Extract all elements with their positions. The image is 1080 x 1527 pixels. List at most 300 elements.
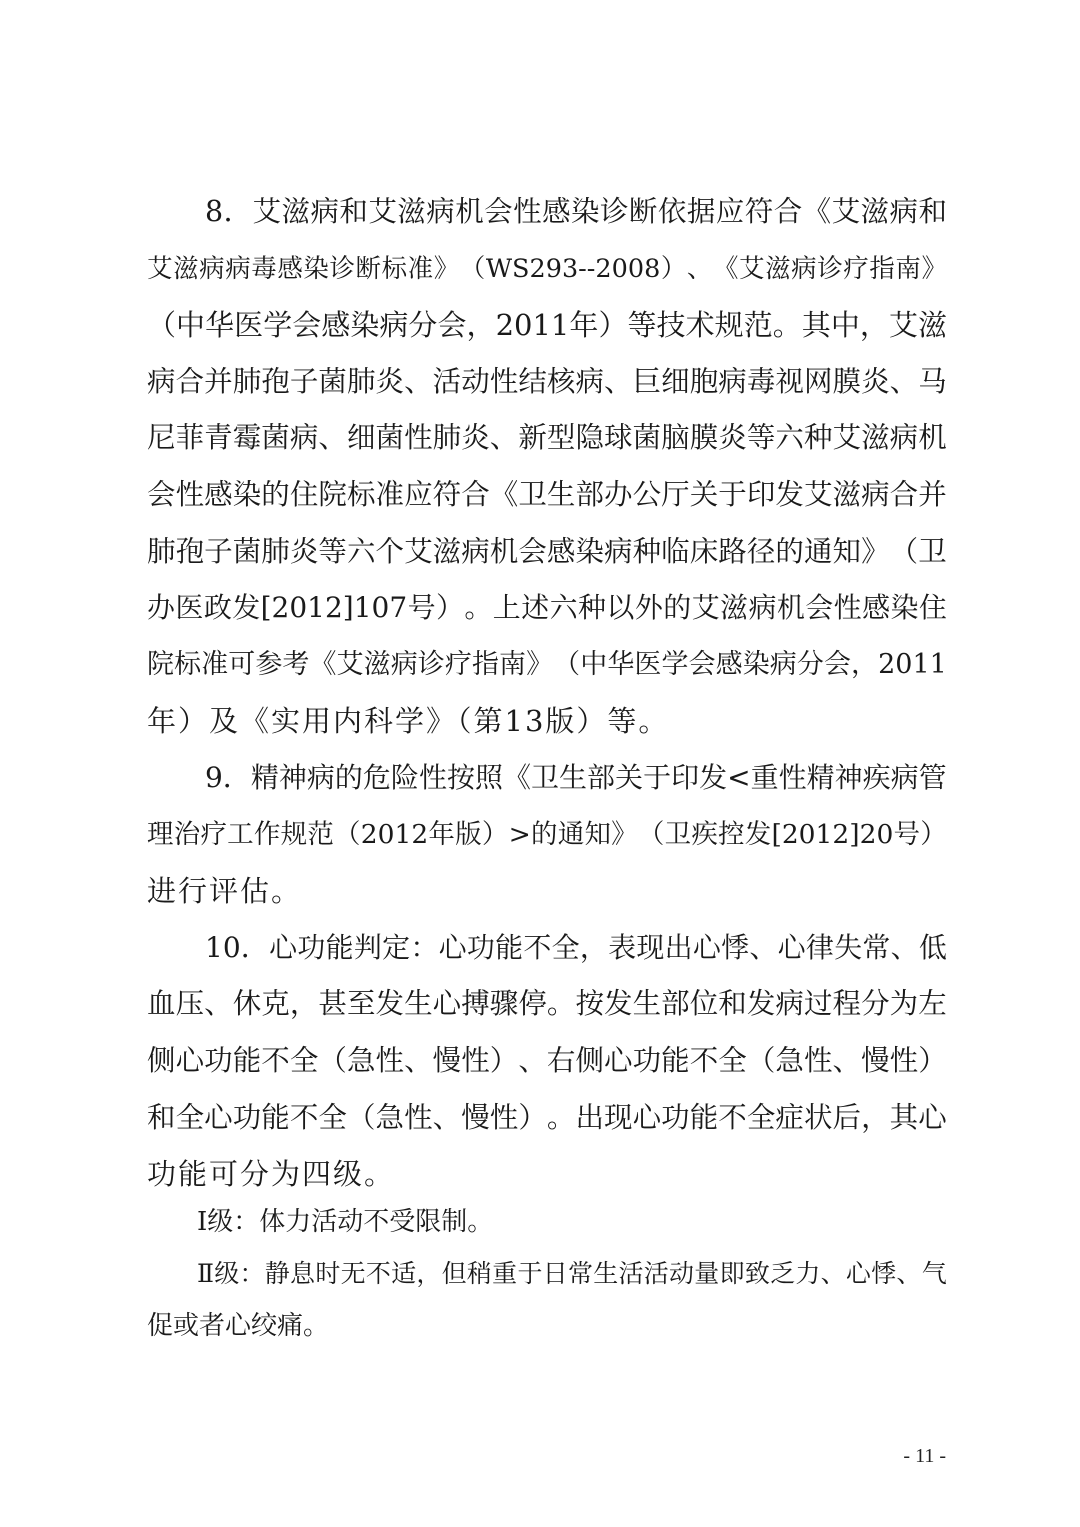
glyph: 心: [204, 1100, 233, 1134]
glyph: 机: [918, 421, 947, 455]
glyph: 孢: [261, 364, 290, 398]
glyph: 诊: [599, 195, 629, 228]
glyph: 、: [318, 421, 347, 455]
glyph: 、: [204, 987, 233, 1021]
glyph: 精: [250, 760, 279, 794]
glyph: 神: [834, 760, 863, 794]
glyph: 肺: [346, 364, 376, 398]
glyph: 指: [869, 253, 895, 284]
glyph: 功: [632, 1043, 662, 1077]
glyph: 心: [269, 930, 298, 964]
glyph: 无: [340, 1259, 366, 1288]
glyph: 、: [820, 1259, 846, 1288]
glyph: 疾: [691, 818, 718, 850]
para-10-line-1: [147, 920, 947, 977]
glyph: 控: [718, 818, 745, 850]
glyph: 2011: [878, 648, 947, 680]
glyph: 病: [861, 477, 890, 511]
glyph: ，: [861, 1100, 890, 1134]
glyph: [2012]107: [260, 591, 408, 625]
glyph: [2012]20: [771, 818, 894, 850]
glyph: （: [889, 534, 919, 568]
glyph: 感: [862, 591, 891, 625]
glyph: 、: [489, 421, 519, 455]
glyph: 知: [832, 534, 862, 568]
glyph: ．: [240, 930, 269, 964]
glyph: 功: [466, 930, 495, 964]
glyph: 心: [918, 1100, 947, 1134]
glyph: 发: [746, 987, 776, 1021]
glyph: 孢: [175, 534, 205, 568]
glyph: 华: [607, 648, 635, 680]
glyph: 印: [671, 760, 700, 794]
glyph: 滋: [432, 534, 462, 568]
glyph: 中: [580, 648, 608, 680]
glyph: 技: [656, 308, 686, 343]
glyph: 知: [584, 818, 611, 850]
glyph: 号: [407, 591, 436, 625]
glyph: 感: [715, 648, 743, 680]
glyph: 克: [261, 987, 290, 1021]
para-9-line-1: [147, 750, 947, 807]
glyph: 范: [307, 818, 334, 850]
glyph: ）: [918, 1043, 947, 1077]
glyph: 染: [232, 477, 262, 511]
glyph: 病: [461, 534, 490, 568]
glyph: 2012: [360, 818, 429, 850]
glyph: 生: [559, 760, 588, 794]
glyph: 滋: [173, 253, 199, 284]
glyph: 出: [664, 930, 693, 964]
glyph: 性: [404, 1100, 433, 1134]
glyph: 发: [775, 477, 804, 511]
glyph: 病: [147, 364, 176, 398]
glyph: 艾: [147, 253, 173, 284]
glyph: 艾: [691, 591, 720, 625]
glyph: 悸: [721, 930, 750, 964]
glyph: 公: [632, 477, 662, 511]
glyph: 年: [428, 818, 455, 850]
glyph: 全: [318, 1100, 347, 1134]
glyph: 发: [604, 987, 633, 1021]
glyph: 机: [455, 195, 484, 228]
glyph: 术: [685, 308, 715, 343]
glyph: 球: [604, 421, 633, 455]
glyph: 肺: [261, 534, 290, 568]
glyph: 低: [918, 930, 947, 964]
glyph: 尼: [147, 421, 176, 455]
glyph: 至: [346, 987, 376, 1021]
glyph: 等: [746, 421, 776, 455]
glyph: 中: [176, 308, 206, 343]
glyph: ，: [416, 1259, 442, 1288]
para-8-line-3: [147, 297, 947, 354]
glyph: 会: [518, 534, 547, 568]
glyph: 会: [688, 648, 716, 680]
glyph: ，: [579, 930, 608, 964]
para-8-line-9: [147, 637, 947, 694]
glyph: 六: [775, 421, 804, 455]
para-10-line-2: [147, 976, 947, 1033]
glyph: 按: [446, 760, 475, 794]
glyph: 2011: [495, 308, 570, 343]
glyph: 性: [889, 1043, 919, 1077]
glyph: 符: [744, 195, 774, 228]
glyph: 于: [517, 1259, 543, 1288]
glyph: 其: [889, 1100, 919, 1134]
glyph: 病: [575, 364, 604, 398]
glyph: 和: [918, 195, 947, 228]
glyph: 不: [365, 1259, 391, 1288]
glyph: 菲: [175, 421, 205, 455]
glyph: 医: [634, 648, 662, 680]
glyph: 慢: [432, 1043, 462, 1077]
para-10-line-4: [147, 1090, 947, 1147]
glyph: 滋: [861, 421, 890, 455]
glyph: 、: [404, 364, 433, 398]
glyph: 准: [375, 477, 405, 511]
para-8-line-10-text: 年）及《实用内科学》（第13版）等。: [147, 704, 670, 739]
glyph: 卫: [918, 534, 947, 568]
glyph: 准: [201, 648, 229, 680]
glyph: 应: [404, 477, 433, 511]
glyph: （: [746, 1043, 776, 1077]
glyph: 生: [593, 1259, 619, 1288]
glyph: 滋: [281, 195, 310, 228]
grade-1-line-1: Ⅰ级：体力活动不受限制。: [197, 1207, 494, 1237]
glyph: 关: [689, 477, 719, 511]
glyph: 细: [346, 421, 376, 455]
glyph: 艾: [888, 308, 918, 343]
glyph: 心: [175, 1043, 205, 1077]
grade-2-line-2: 促或者心绞痛。: [147, 1311, 330, 1341]
glyph: 菌: [261, 421, 290, 455]
glyph: 机: [776, 591, 805, 625]
glyph: 、: [518, 1043, 547, 1077]
glyph: 学: [263, 308, 293, 343]
glyph: 全: [289, 1043, 319, 1077]
glyph: 时: [315, 1259, 341, 1288]
glyph: （: [147, 308, 177, 343]
glyph: 标: [346, 477, 376, 511]
glyph: 的: [261, 477, 290, 511]
glyph: （: [637, 818, 665, 850]
glyph: 指: [471, 648, 499, 680]
glyph: 艾: [832, 421, 862, 455]
glyph: 、: [749, 930, 778, 964]
glyph: 范: [743, 308, 773, 343]
glyph: 力: [795, 1259, 821, 1288]
glyph: 脑: [661, 421, 690, 455]
glyph: 并: [204, 364, 233, 398]
para-9-line-3-text: 进行评估。: [147, 874, 303, 909]
glyph: 会: [437, 308, 467, 343]
glyph: 艾: [803, 477, 833, 511]
glyph: 生: [404, 987, 433, 1021]
glyph: 以: [606, 591, 635, 625]
glyph: 病: [199, 253, 225, 284]
glyph: 不: [718, 1100, 747, 1134]
glyph: 全: [718, 1043, 747, 1077]
glyph: 定: [382, 930, 411, 964]
glyph: 型: [546, 421, 576, 455]
glyph: 会: [147, 477, 176, 511]
glyph: 不: [261, 1043, 290, 1077]
glyph: 按: [575, 987, 604, 1021]
glyph: 卫: [518, 477, 547, 511]
glyph: 的: [334, 760, 363, 794]
glyph: 合: [461, 477, 490, 511]
glyph: 精: [806, 760, 835, 794]
glyph: 感: [546, 534, 576, 568]
glyph: 版: [455, 818, 482, 850]
glyph: 规: [714, 308, 744, 343]
glyph: 学: [661, 648, 689, 680]
glyph: ）: [435, 591, 464, 625]
glyph: 马: [918, 364, 947, 398]
glyph: 血: [147, 987, 176, 1021]
glyph: 过: [803, 987, 833, 1021]
glyph: 床: [689, 534, 719, 568]
glyph: 稍: [466, 1259, 492, 1288]
glyph: 菌: [232, 534, 262, 568]
glyph: 卫: [531, 760, 560, 794]
glyph: 心: [692, 930, 721, 964]
glyph: 种: [578, 591, 607, 625]
glyph: 、: [604, 364, 633, 398]
glyph: 子: [204, 534, 233, 568]
glyph: 华: [205, 308, 235, 343]
glyph: 六: [346, 534, 376, 568]
glyph: 艾: [368, 195, 397, 228]
glyph: 重: [750, 760, 779, 794]
glyph: 性: [778, 760, 807, 794]
glyph: 治: [173, 818, 201, 850]
glyph: 、: [889, 364, 919, 398]
glyph: 常: [567, 1259, 593, 1288]
glyph: 标: [174, 648, 202, 680]
glyph: 心: [604, 1043, 633, 1077]
glyph: 状: [803, 1100, 833, 1134]
para-10-line-5-text: 功能可分为四级。: [147, 1157, 396, 1192]
glyph: （: [318, 1043, 347, 1077]
glyph: 重: [492, 1259, 518, 1288]
glyph: 会: [805, 591, 834, 625]
glyph: 病: [775, 987, 804, 1021]
para-9-line-3: [147, 863, 947, 920]
glyph: 膜: [832, 364, 862, 398]
glyph: 分: [861, 987, 890, 1021]
glyph: 办: [604, 477, 633, 511]
glyph: 临: [661, 534, 690, 568]
glyph: 全: [175, 1100, 205, 1134]
glyph: 、: [432, 1100, 462, 1134]
glyph: 照: [474, 760, 503, 794]
body-text: [147, 184, 947, 1203]
glyph: 艾: [252, 195, 282, 228]
glyph: 级: [214, 1259, 240, 1288]
glyph: 合: [773, 195, 803, 228]
glyph: 结: [518, 364, 547, 398]
glyph: 《: [802, 195, 832, 228]
glyph: 办: [147, 591, 176, 625]
glyph: 气: [921, 1259, 947, 1288]
glyph: 病: [791, 253, 817, 284]
glyph: 膜: [689, 421, 719, 455]
glyph: 性: [513, 195, 542, 228]
glyph: 性: [461, 1043, 490, 1077]
glyph: 的: [531, 818, 558, 850]
glyph: 染: [571, 195, 600, 228]
glyph: 心: [632, 1100, 662, 1134]
glyph: 染: [890, 591, 919, 625]
glyph: 10: [205, 930, 241, 964]
glyph: ：: [410, 930, 439, 964]
glyph: 的: [663, 591, 692, 625]
glyph: 细: [661, 364, 690, 398]
glyph: 标: [381, 253, 408, 284]
glyph: 于: [718, 477, 747, 511]
glyph: 毒: [251, 253, 277, 284]
glyph: 符: [432, 477, 462, 511]
glyph: 疾: [862, 760, 891, 794]
glyph: 危: [362, 760, 391, 794]
glyph: 上: [492, 591, 521, 625]
glyph: 。: [546, 987, 576, 1021]
glyph: 疗: [200, 818, 227, 850]
glyph: 表: [608, 930, 637, 964]
glyph: 感: [542, 195, 571, 228]
glyph: 性: [489, 364, 519, 398]
glyph: 《: [712, 253, 739, 284]
glyph: 性: [489, 1100, 519, 1134]
glyph: 滋: [720, 591, 749, 625]
glyph: 会: [823, 648, 851, 680]
heart-function-grades: [147, 1196, 947, 1352]
glyph: 工: [227, 818, 254, 850]
glyph: 全: [551, 930, 580, 964]
glyph: 侧: [575, 1043, 604, 1077]
glyph: Ⅱ: [197, 1259, 214, 1288]
page-number: - 11 -: [903, 1445, 946, 1467]
glyph: 左: [918, 987, 947, 1021]
glyph: 、: [890, 930, 919, 964]
glyph: ，: [466, 308, 496, 343]
glyph: 个: [375, 534, 405, 568]
glyph: 为: [889, 987, 919, 1021]
glyph: 性: [175, 477, 205, 511]
glyph: 诊: [417, 648, 445, 680]
glyph: 滋: [765, 253, 791, 284]
glyph: 心: [432, 987, 462, 1021]
glyph: 种: [803, 421, 833, 455]
glyph: 考: [282, 648, 310, 680]
glyph: 能: [689, 1100, 719, 1134]
glyph: 病: [889, 421, 919, 455]
glyph: 骤: [489, 987, 519, 1021]
glyph: 染: [303, 253, 329, 284]
glyph: 。: [772, 308, 802, 343]
glyph: 关: [615, 760, 644, 794]
glyph: 险: [390, 760, 419, 794]
glyph: 息: [290, 1259, 316, 1288]
glyph: 右: [546, 1043, 576, 1077]
glyph: 失: [834, 930, 863, 964]
glyph: （: [346, 1100, 376, 1134]
glyph: 炎: [289, 534, 319, 568]
para-8-line-2: [147, 241, 947, 298]
glyph: ）: [660, 253, 687, 284]
glyph: 日: [542, 1259, 568, 1288]
glyph: 感: [277, 253, 303, 284]
glyph: 神: [278, 760, 307, 794]
glyph: 、: [832, 1043, 862, 1077]
glyph: 院: [147, 648, 174, 680]
glyph: 《: [309, 648, 337, 680]
glyph: 性: [803, 1043, 833, 1077]
glyph: 南: [499, 648, 527, 680]
glyph: 染: [742, 648, 770, 680]
para-10-line-3: [147, 1033, 947, 1090]
glyph: 厅: [661, 477, 690, 511]
glyph: 肺: [147, 534, 176, 568]
glyph: 性: [418, 760, 447, 794]
glyph: 不: [523, 930, 552, 964]
glyph: 隐: [575, 421, 604, 455]
glyph: 后: [832, 1100, 862, 1134]
glyph: 出: [575, 1100, 604, 1134]
glyph: 位: [689, 987, 719, 1021]
glyph: 悸: [871, 1259, 897, 1288]
glyph: 乏: [770, 1259, 796, 1288]
glyph: 参: [255, 648, 283, 680]
glyph: 动: [461, 364, 490, 398]
glyph: 可: [228, 648, 256, 680]
glyph: 发: [375, 987, 405, 1021]
glyph: 会: [484, 195, 513, 228]
glyph: 和: [147, 1100, 176, 1134]
glyph: 活: [643, 1259, 669, 1288]
glyph: 诊: [817, 253, 843, 284]
glyph: 活: [618, 1259, 644, 1288]
glyph: 染: [350, 308, 380, 343]
glyph: （: [459, 253, 486, 284]
glyph: 全: [746, 1100, 776, 1134]
para-8-line-7: [147, 524, 947, 581]
glyph: 8: [205, 195, 224, 228]
glyph: 静: [264, 1259, 290, 1288]
glyph: 会: [292, 308, 322, 343]
glyph: 》: [861, 534, 890, 568]
glyph: 艾: [404, 534, 433, 568]
glyph: 心: [777, 930, 806, 964]
glyph: 南: [895, 253, 921, 284]
glyph: 菌: [375, 421, 405, 455]
glyph: 视: [775, 364, 804, 398]
glyph: 疗: [444, 648, 472, 680]
glyph: 、: [404, 1043, 433, 1077]
glyph: 病: [426, 195, 455, 228]
glyph: WS293--2008: [485, 253, 661, 284]
glyph: 依: [657, 195, 687, 228]
glyph: 病: [890, 760, 919, 794]
glyph: 炎: [718, 421, 747, 455]
glyph: 肺: [432, 421, 462, 455]
glyph: 疗: [843, 253, 869, 284]
glyph: 新: [518, 421, 547, 455]
glyph: 艾: [831, 195, 861, 228]
glyph: 卫: [664, 818, 692, 850]
